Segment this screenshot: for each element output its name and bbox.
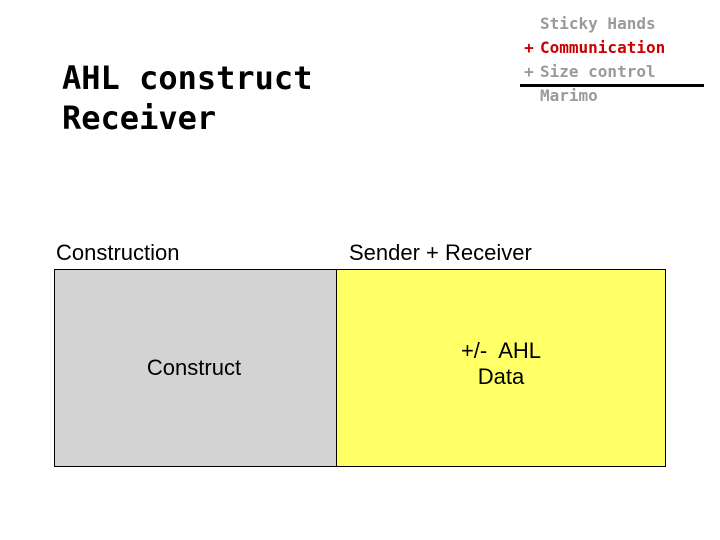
slide-title bbox=[62, 58, 392, 138]
slide-title-line-2: Receiver bbox=[62, 99, 217, 137]
sender-receiver-label: Sender + Receiver bbox=[349, 240, 532, 265]
agenda-divider bbox=[520, 84, 704, 87]
agenda-list bbox=[518, 12, 702, 108]
agenda-item-label: Marimo bbox=[540, 86, 598, 105]
agenda-item-label: Communication bbox=[540, 38, 666, 57]
construct-text: Construct bbox=[146, 355, 242, 380]
ahl-data-panel bbox=[336, 269, 666, 467]
slide-title-line-1: AHL construct bbox=[62, 59, 313, 97]
construct-panel-text bbox=[147, 355, 241, 381]
ahl-data-line-2: Data bbox=[477, 364, 525, 389]
agenda-bullet: + bbox=[524, 38, 534, 57]
agenda-item-size-control bbox=[518, 60, 702, 84]
agenda-item-sticky-hands bbox=[518, 12, 702, 36]
ahl-data-line-1: +/- AHL bbox=[460, 338, 542, 363]
agenda-bullet: + bbox=[524, 62, 534, 81]
agenda-item-label: Size control bbox=[540, 62, 656, 81]
ahl-data-panel-text bbox=[461, 338, 541, 390]
agenda-item-marimo bbox=[518, 84, 702, 108]
agenda-item-label: Sticky Hands bbox=[540, 14, 656, 33]
agenda-item-communication bbox=[518, 36, 702, 60]
construct-panel bbox=[54, 269, 338, 467]
construction-label: Construction bbox=[56, 240, 180, 265]
